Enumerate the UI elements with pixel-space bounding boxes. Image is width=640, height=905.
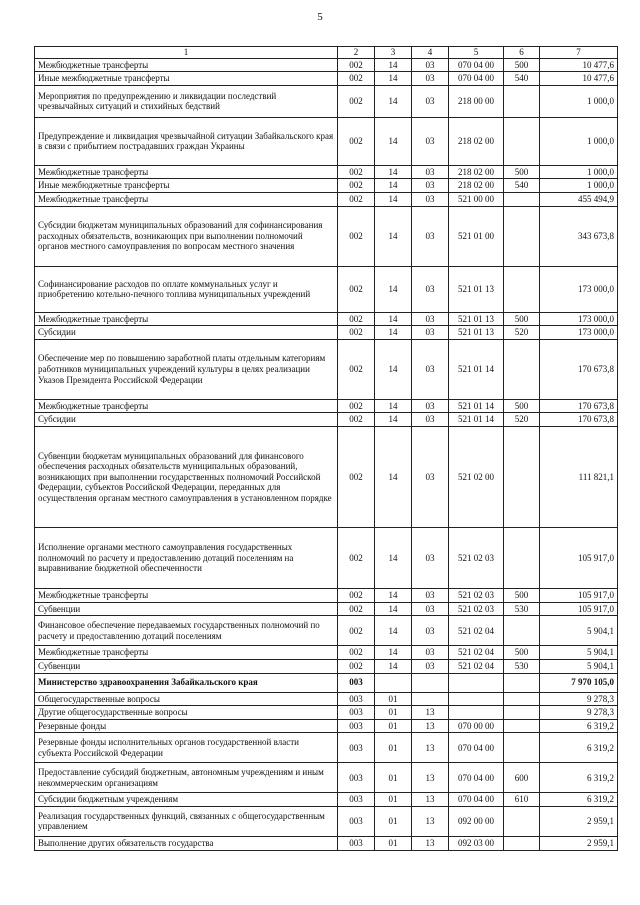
row-csr-cell: 521 01 00 [449,206,504,266]
row-rz-cell: 14 [375,266,412,312]
header-cell: 2 [338,47,375,59]
row-csr-cell: 521 01 14 [449,399,504,413]
header-cell: 5 [449,47,504,59]
row-name-cell: Субсидии [35,413,338,427]
row-name-cell: Финансовое обеспечение передаваемых государственных полномочий по расчету и предоставлению дотаций поселениям [35,616,338,646]
row-vr-cell [504,692,540,706]
table-header-row [35,47,618,59]
row-vr-cell [504,266,540,312]
row-vr-cell [504,427,540,528]
table-row [35,165,618,179]
row-name-cell: Субсидии бюджетным учреждениям [35,793,338,807]
row-csr-cell: 070 04 00 [449,733,504,763]
table-row [35,659,618,673]
table-row [35,206,618,266]
row-sum-cell: 455 494,9 [540,193,618,207]
row-csr-cell: 092 03 00 [449,836,504,850]
row-sum-cell: 105 917,0 [540,602,618,616]
row-sum-cell: 1 000,0 [540,165,618,179]
row-rz-cell: 14 [375,326,412,340]
row-vr-cell [504,339,540,399]
table-row [35,58,618,72]
row-name-cell: Межбюджетные трансферты [35,399,338,413]
row-vr-cell: 500 [504,589,540,603]
row-ved-cell: 003 [338,763,375,793]
table-row [35,179,618,193]
row-rz-cell: 14 [375,58,412,72]
row-pr-cell: 13 [412,836,449,850]
row-pr-cell: 13 [412,806,449,836]
row-name-cell: Министерство здравоохранения Забайкальского края [35,673,338,692]
row-ved-cell: 002 [338,339,375,399]
row-pr-cell: 03 [412,589,449,603]
row-pr-cell: 03 [412,58,449,72]
row-ved-cell: 002 [338,646,375,660]
row-name-cell: Межбюджетные трансферты [35,165,338,179]
row-csr-cell: 070 00 00 [449,719,504,733]
row-name-cell: Субсидии бюджетам муниципальных образований для софинансирования расходных обязательств, возникающих при выполнении полномочий органов местного самоуправления по вопросам местного значения [35,206,338,266]
table-row [35,616,618,646]
row-ved-cell: 003 [338,692,375,706]
row-rz-cell: 01 [375,806,412,836]
row-pr-cell: 03 [412,72,449,86]
row-vr-cell: 530 [504,659,540,673]
row-rz-cell: 14 [375,413,412,427]
header-cell: 7 [540,47,618,59]
row-sum-cell: 1 000,0 [540,117,618,165]
row-sum-cell: 6 319,2 [540,793,618,807]
row-name-cell: Межбюджетные трансферты [35,589,338,603]
row-sum-cell: 10 477,6 [540,58,618,72]
row-sum-cell: 1 000,0 [540,179,618,193]
row-sum-cell: 173 000,0 [540,312,618,326]
row-csr-cell: 521 00 00 [449,193,504,207]
row-sum-cell: 6 319,2 [540,733,618,763]
row-csr-cell: 521 01 14 [449,413,504,427]
row-ved-cell: 002 [338,427,375,528]
table-row [35,427,618,528]
row-vr-cell [504,206,540,266]
row-vr-cell: 600 [504,763,540,793]
row-pr-cell: 03 [412,266,449,312]
row-rz-cell: 01 [375,706,412,720]
row-rz-cell: 01 [375,692,412,706]
row-name-cell: Межбюджетные трансферты [35,312,338,326]
row-csr-cell: 521 01 13 [449,266,504,312]
row-csr-cell: 070 04 00 [449,763,504,793]
row-csr-cell: 521 02 04 [449,646,504,660]
table-row [35,117,618,165]
row-rz-cell: 14 [375,528,412,589]
row-name-cell: Иные межбюджетные трансферты [35,72,338,86]
row-csr-cell: 521 01 13 [449,326,504,340]
row-rz-cell: 14 [375,165,412,179]
page-number: 5 [317,11,323,23]
row-name-cell: Межбюджетные трансферты [35,193,338,207]
row-sum-cell: 173 000,0 [540,326,618,340]
table-row [35,692,618,706]
row-rz-cell: 14 [375,179,412,193]
row-name-cell: Резервные фонды [35,719,338,733]
header-cell: 4 [412,47,449,59]
row-pr-cell: 03 [412,616,449,646]
row-vr-cell [504,85,540,117]
row-csr-cell: 218 02 00 [449,165,504,179]
row-ved-cell: 002 [338,312,375,326]
row-sum-cell: 6 319,2 [540,719,618,733]
row-rz-cell [375,673,412,692]
row-pr-cell [412,692,449,706]
row-sum-cell: 2 959,1 [540,806,618,836]
row-vr-cell: 540 [504,179,540,193]
row-rz-cell: 14 [375,206,412,266]
row-rz-cell: 14 [375,427,412,528]
table-row [35,72,618,86]
row-rz-cell: 14 [375,193,412,207]
row-ved-cell: 002 [338,616,375,646]
row-sum-cell: 105 917,0 [540,589,618,603]
row-csr-cell: 521 02 04 [449,659,504,673]
row-pr-cell: 03 [412,312,449,326]
row-ved-cell: 002 [338,413,375,427]
row-rz-cell: 14 [375,85,412,117]
row-ved-cell: 002 [338,266,375,312]
row-ved-cell: 002 [338,58,375,72]
row-rz-cell: 01 [375,793,412,807]
row-name-cell: Иные межбюджетные трансферты [35,179,338,193]
row-csr-cell: 521 02 04 [449,616,504,646]
row-csr-cell: 218 00 00 [449,85,504,117]
row-pr-cell: 03 [412,399,449,413]
table-row [35,266,618,312]
row-pr-cell: 13 [412,793,449,807]
row-sum-cell: 5 904,1 [540,646,618,660]
row-ved-cell: 002 [338,85,375,117]
budget-table [34,46,618,851]
header-cell: 1 [35,47,338,59]
row-vr-cell: 500 [504,646,540,660]
table-row [35,733,618,763]
row-csr-cell [449,673,504,692]
row-rz-cell: 01 [375,719,412,733]
row-sum-cell: 5 904,1 [540,616,618,646]
row-rz-cell: 14 [375,659,412,673]
table-row [35,528,618,589]
row-vr-cell: 520 [504,326,540,340]
row-pr-cell: 03 [412,528,449,589]
row-sum-cell: 170 673,8 [540,413,618,427]
row-ved-cell: 002 [338,659,375,673]
row-sum-cell: 10 477,6 [540,72,618,86]
table-row [35,763,618,793]
row-rz-cell: 14 [375,399,412,413]
row-sum-cell: 7 970 105,0 [540,673,618,692]
row-ved-cell: 002 [338,326,375,340]
row-name-cell: Реализация государственных функций, связанных с общегосударственным управлением [35,806,338,836]
table-row [35,312,618,326]
table-row [35,793,618,807]
row-ved-cell: 003 [338,673,375,692]
row-name-cell: Обеспечение мер по повышению заработной платы отдельным категориям работников муниципальных учреждений культуры в целях реализации Указов Президента Российской Федерации [35,339,338,399]
row-csr-cell: 070 04 00 [449,58,504,72]
row-name-cell: Резервные фонды исполнительных органов государственной власти субъекта Российской Федерации [35,733,338,763]
row-csr-cell [449,706,504,720]
row-ved-cell: 003 [338,806,375,836]
row-vr-cell [504,706,540,720]
row-vr-cell [504,528,540,589]
row-vr-cell: 500 [504,58,540,72]
row-pr-cell: 03 [412,193,449,207]
row-pr-cell: 03 [412,646,449,660]
table-row [35,602,618,616]
table-row [35,326,618,340]
row-sum-cell: 9 278,3 [540,706,618,720]
row-rz-cell: 01 [375,836,412,850]
row-vr-cell: 520 [504,413,540,427]
row-vr-cell [504,673,540,692]
row-pr-cell: 03 [412,602,449,616]
row-pr-cell: 03 [412,85,449,117]
row-ved-cell: 003 [338,719,375,733]
row-vr-cell [504,719,540,733]
row-rz-cell: 01 [375,763,412,793]
row-csr-cell: 070 04 00 [449,72,504,86]
row-name-cell: Субвенции [35,602,338,616]
row-ved-cell: 003 [338,836,375,850]
row-pr-cell: 03 [412,206,449,266]
row-vr-cell [504,117,540,165]
row-ved-cell: 002 [338,399,375,413]
table-row [35,339,618,399]
row-pr-cell: 13 [412,763,449,793]
table-row [35,706,618,720]
row-pr-cell: 03 [412,339,449,399]
row-vr-cell [504,733,540,763]
row-vr-cell: 500 [504,312,540,326]
header-cell: 3 [375,47,412,59]
row-vr-cell [504,616,540,646]
row-csr-cell: 218 02 00 [449,117,504,165]
row-ved-cell: 002 [338,602,375,616]
row-name-cell: Исполнение органами местного самоуправления государственных полномочий по расчету и предоставлению дотаций поселениям на выравнивание бюджетной обеспеченности [35,528,338,589]
row-sum-cell: 5 904,1 [540,659,618,673]
row-ved-cell: 002 [338,117,375,165]
table-row [35,193,618,207]
row-pr-cell: 03 [412,326,449,340]
table-row [35,589,618,603]
row-csr-cell: 521 01 14 [449,339,504,399]
row-rz-cell: 14 [375,72,412,86]
row-csr-cell: 070 04 00 [449,793,504,807]
row-pr-cell: 03 [412,413,449,427]
row-name-cell: Предоставление субсидий бюджетным, автономным учреждениям и иным некоммерческим организациям [35,763,338,793]
row-sum-cell: 173 000,0 [540,266,618,312]
row-name-cell: Субвенции [35,659,338,673]
row-sum-cell: 1 000,0 [540,85,618,117]
row-csr-cell: 521 01 13 [449,312,504,326]
row-vr-cell: 500 [504,399,540,413]
row-ved-cell: 002 [338,528,375,589]
row-rz-cell: 14 [375,646,412,660]
row-pr-cell: 13 [412,733,449,763]
row-rz-cell: 14 [375,602,412,616]
row-name-cell: Общегосударственные вопросы [35,692,338,706]
row-vr-cell: 530 [504,602,540,616]
row-name-cell: Выполнение других обязательств государства [35,836,338,850]
row-rz-cell: 14 [375,117,412,165]
row-sum-cell: 6 319,2 [540,763,618,793]
row-ved-cell: 002 [338,589,375,603]
row-sum-cell: 111 821,1 [540,427,618,528]
row-csr-cell [449,692,504,706]
row-name-cell: Межбюджетные трансферты [35,58,338,72]
row-name-cell: Субвенции бюджетам муниципальных образований для финансового обеспечения расходных обязательств муниципальных образований, возникающих при выполнении государственных полномочий Российской Федерации, субъектов Российской Федерации, переданных для осуществления органам местного самоуправления в установленном порядке [35,427,338,528]
row-ved-cell: 003 [338,793,375,807]
row-pr-cell: 03 [412,427,449,528]
row-pr-cell: 13 [412,719,449,733]
row-sum-cell: 2 959,1 [540,836,618,850]
row-rz-cell: 14 [375,616,412,646]
row-pr-cell: 03 [412,117,449,165]
table-row [35,719,618,733]
table-row [35,673,618,692]
row-sum-cell: 9 278,3 [540,692,618,706]
row-sum-cell: 170 673,8 [540,339,618,399]
row-pr-cell: 03 [412,659,449,673]
row-ved-cell: 003 [338,706,375,720]
row-vr-cell [504,836,540,850]
row-ved-cell: 003 [338,733,375,763]
row-name-cell: Мероприятия по предупреждению и ликвидации последствий чрезвычайных ситуаций и стихийных бедствий [35,85,338,117]
table-row [35,646,618,660]
row-ved-cell: 002 [338,193,375,207]
table-row [35,836,618,850]
row-csr-cell: 521 02 00 [449,427,504,528]
row-name-cell: Софинансирование расходов по оплате коммунальных услуг и приобретению котельно-печного топлива муниципальных учреждений [35,266,338,312]
row-pr-cell: 03 [412,179,449,193]
row-pr-cell: 03 [412,165,449,179]
row-sum-cell: 170 673,8 [540,399,618,413]
table-row [35,85,618,117]
row-vr-cell [504,806,540,836]
row-ved-cell: 002 [338,165,375,179]
row-csr-cell: 521 02 03 [449,528,504,589]
row-name-cell: Субсидии [35,326,338,340]
row-pr-cell [412,673,449,692]
row-rz-cell: 14 [375,589,412,603]
row-pr-cell: 13 [412,706,449,720]
row-sum-cell: 343 673,8 [540,206,618,266]
table-row [35,806,618,836]
row-csr-cell: 521 02 03 [449,589,504,603]
row-rz-cell: 14 [375,312,412,326]
row-rz-cell: 01 [375,733,412,763]
table-row [35,399,618,413]
row-ved-cell: 002 [338,179,375,193]
row-vr-cell: 540 [504,72,540,86]
table-row [35,413,618,427]
row-ved-cell: 002 [338,206,375,266]
row-csr-cell: 521 02 03 [449,602,504,616]
row-rz-cell: 14 [375,339,412,399]
row-csr-cell: 092 00 00 [449,806,504,836]
row-ved-cell: 002 [338,72,375,86]
row-name-cell: Другие общегосударственные вопросы [35,706,338,720]
row-vr-cell [504,193,540,207]
row-vr-cell: 610 [504,793,540,807]
header-cell: 6 [504,47,540,59]
row-sum-cell: 105 917,0 [540,528,618,589]
row-vr-cell: 500 [504,165,540,179]
row-name-cell: Межбюджетные трансферты [35,646,338,660]
row-csr-cell: 218 02 00 [449,179,504,193]
row-name-cell: Предупреждение и ликвидация чрезвычайной ситуации Забайкальского края в связи с прибытием пострадавших граждан Украины [35,117,338,165]
